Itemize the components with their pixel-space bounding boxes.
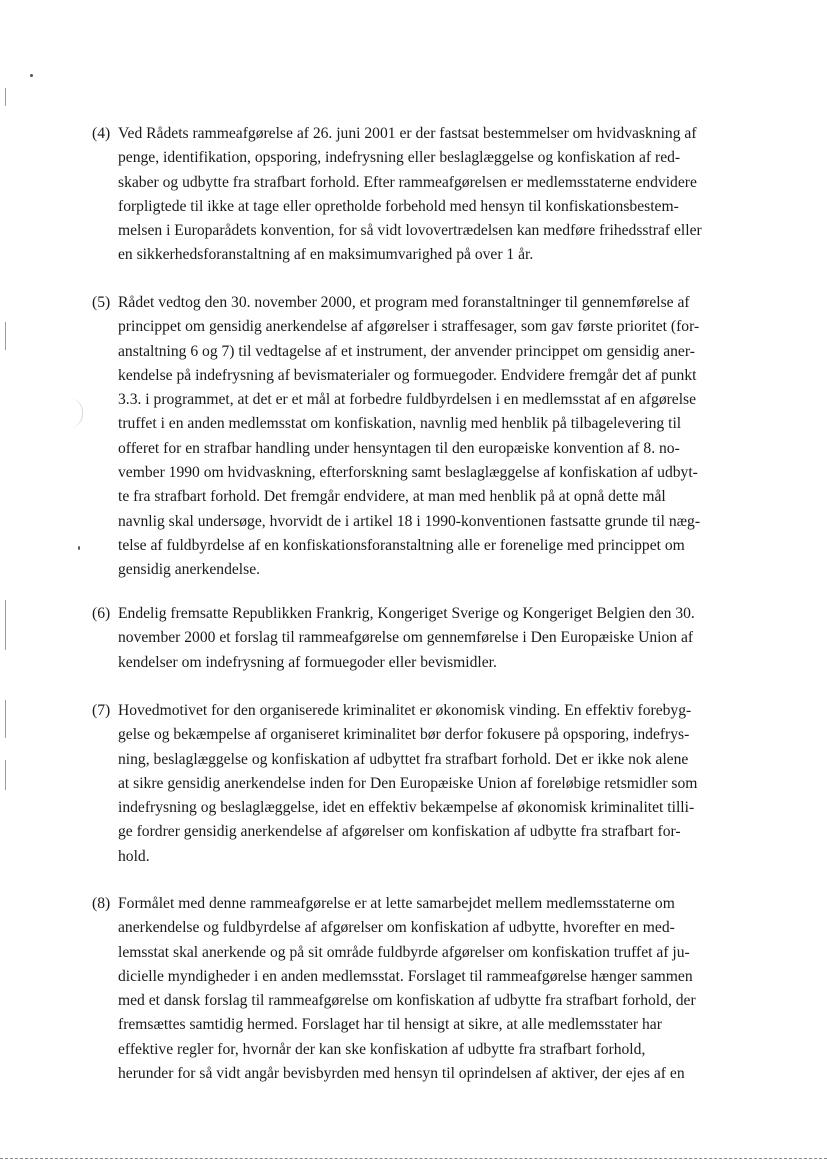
scan-edge-mark xyxy=(5,700,6,738)
scan-edge-mark xyxy=(5,600,6,650)
paragraph-5 xyxy=(92,291,742,583)
paragraph-body xyxy=(118,291,742,583)
page-bottom-edge xyxy=(0,1158,827,1159)
paragraph-8 xyxy=(92,892,742,1086)
text-line: anerkendelse og fuldbyrdelse af afgørelser om konfiskation af udbytte, hvorefter en med- xyxy=(118,919,675,937)
text-line: anstaltning 6 og 7) til vedtagelse af et instrument, der anvender princippet om gensidig aner- xyxy=(118,342,695,360)
text-line: navnlig skal undersøge, hvorvidt de i artikel 18 i 1990-konventionen fastsatte grunde til næg- xyxy=(118,512,701,530)
text-line: telse af fuldbyrdelse af en konfiskationsforanstaltning alle er forenelige med princippet om xyxy=(118,536,685,554)
paragraph-body xyxy=(118,699,742,869)
text-line: truffet i en anden medlemsstat om konfiskation, navnlig med henblik på tilbagelevering til xyxy=(118,415,682,433)
text-line: Hovedmotivet for den organiserede kriminalitet er økonomisk vinding. En effektiv forebyg- xyxy=(118,702,692,719)
paragraph-6 xyxy=(92,602,742,675)
text-line: gensidig anerkendelse. xyxy=(118,561,261,579)
text-line: lemsstat skal anerkende og på sit område fuldbyrde afgørelser om konfiskation truffet af ju- xyxy=(118,943,690,961)
paragraph-body xyxy=(118,602,742,675)
paragraph-body xyxy=(118,892,742,1086)
text-line: vember 1990 om hvidvaskning, efterforskning samt beslaglæggelse af konfiskation af udbyt- xyxy=(118,464,698,482)
text-line: dicielle myndigheder i en anden medlemsstat. Forslaget til rammeafgørelse hænger sammen xyxy=(118,967,693,985)
text-line: herunder for så vidt angår bevisbyrden med hensyn til oprindelsen af aktiver, der ejes af en xyxy=(118,1065,685,1083)
text-line: ning, beslaglæggelse og konfiskation af udbyttet fra strafbart forhold. Det er ikke nok alene xyxy=(118,750,689,768)
text-line: gelse og bekæmpelse af organiseret kriminalitet bør derfor fokusere på opsporing, indefrys- xyxy=(118,726,690,744)
paragraph-number: (7) xyxy=(92,702,111,719)
text-line: te fra strafbart forhold. Det fremgår endvidere, at man med henblik på at opnå dette mål xyxy=(118,488,666,506)
text-line: Rådet vedtog den 30. november 2000, et program med foranstaltninger til gennemførelse af xyxy=(118,294,690,311)
text-line: effektive regler for, hvornår der kan ske konfiskation af udbytte fra strafbart forhold, xyxy=(118,1040,646,1058)
text-line: melsen i Europarådets konvention, for så vidt lovovertrædelsen kan medføre frihedsstraf eller xyxy=(118,222,702,240)
paragraph-number: (4) xyxy=(92,125,111,142)
scan-speck xyxy=(78,546,80,550)
scan-edge-mark xyxy=(5,322,6,350)
text-line: 3.3. i programmet, at det er et mål at forbedre fuldbyrdelsen i en medlemsstat af en afgørelse xyxy=(118,391,697,409)
text-line: fremsættes samtidig hermed. Forslaget har til hensigt at sikre, at alle medlemsstater har xyxy=(118,1016,662,1034)
paragraph-number: (6) xyxy=(92,605,111,622)
text-line: at sikre gensidig anerkendelse inden for Den Europæiske Union af foreløbige retsmidler som xyxy=(118,774,698,792)
scan-edge-mark xyxy=(5,88,6,106)
paragraph-4 xyxy=(92,122,742,268)
paragraph-body xyxy=(118,122,742,268)
text-line: Endelig fremsatte Republikken Frankrig, Kongeriget Sverige og Kongeriget Belgien den 30. xyxy=(118,605,695,622)
text-line: Formålet med denne rammeafgørelse er at lette samarbejdet mellem medlemsstaterne om xyxy=(118,895,675,912)
text-line: ge fordrer gensidig anerkendelse af afgørelser om konfiskation af udbytte fra strafbart for- xyxy=(118,823,681,841)
text-line: skaber og udbytte fra strafbart forhold. Efter rammeafgørelsen er medlemsstaterne endvidere xyxy=(118,173,697,191)
scan-edge-mark xyxy=(5,760,6,790)
scan-bleed-through xyxy=(56,398,83,428)
text-line: hold. xyxy=(118,847,150,865)
paragraph-number: (5) xyxy=(92,294,111,311)
paragraph-7 xyxy=(92,699,742,869)
text-line: med et dansk forslag til rammeafgørelse om konfiskation af udbytte fra strafbart forhold, der xyxy=(118,992,696,1010)
text-line: en sikkerhedsforanstaltning af en maksimumvarighed på over 1 år. xyxy=(118,246,534,264)
text-line: november 2000 et forslag til rammeafgørelse om gennemførelse i Den Europæiske Union af xyxy=(118,629,694,647)
text-line: princippet om gensidig anerkendelse af afgørelser i straffesager, som gav første prioritet (for- xyxy=(118,318,700,336)
scan-speck xyxy=(30,74,33,77)
text-line: forpligtede til ikke at tage eller opretholde forbehold med hensyn til konfiskationsbestem- xyxy=(118,197,679,215)
text-line: kendelse på indefrysning af bevismaterialer og formuegoder. Endvidere fremgår det af punkt xyxy=(118,366,697,384)
text-line: kendelser om indefrysning af formuegoder eller bevismidler. xyxy=(118,653,497,671)
text-line: Ved Rådets rammeafgørelse af 26. juni 2001 er der fastsat bestemmelser om hvidvaskning af xyxy=(118,125,697,142)
text-line: indefrysning og beslaglæggelse, idet en effektiv bekæmpelse af økonomisk kriminalitet tilli- xyxy=(118,799,695,817)
text-line: penge, identifikation, opsporing, indefrysning eller beslaglæggelse og konfiskation af red- xyxy=(118,149,681,167)
paragraph-number: (8) xyxy=(92,895,111,912)
text-line: offeret for en strafbar handling under hensyntagen til den europæiske konvention af 8. no- xyxy=(118,439,680,457)
